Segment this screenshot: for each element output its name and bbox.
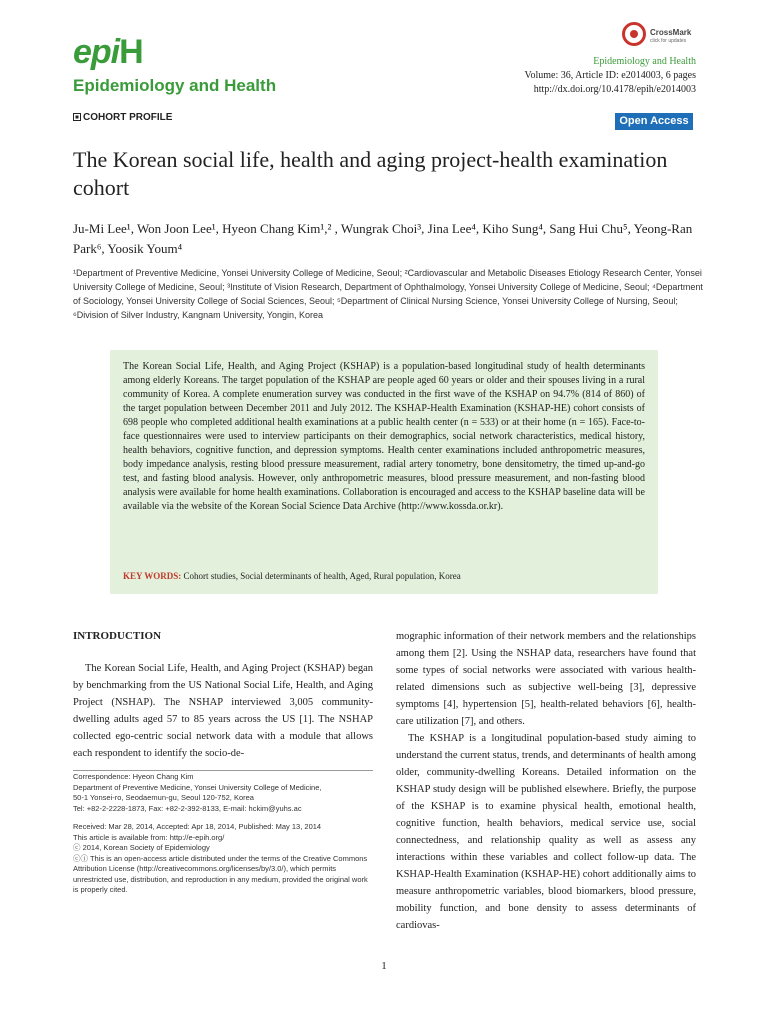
square-icon <box>73 113 81 121</box>
article-title: The Korean social life, health and aging project-health examination cohort <box>73 147 668 200</box>
article-dates: Received: Mar 28, 2014, Accepted: Apr 18, 2014, Published: May 13, 2014 <box>73 822 322 831</box>
corr-dept: Department of Preventive Medicine, Yonsei University College of Medicine, <box>73 782 322 792</box>
crossmark-badge[interactable] <box>622 22 697 52</box>
corr-contact: Tel: +82-2-2228-1873, Fax: +82-2-392-8133, E-mail: hckim@yuhs.ac <box>73 803 302 813</box>
license-text: ⓒⓘ This is an open-access article distributed under the terms of the Creative Commons Attribution License (http://creativecommons.org/licenses/by/3.0/), which permits unrestricted use, distribution, and reproduction in any medium, provided the original work is properly cited. <box>73 853 368 894</box>
journal-info <box>525 55 696 97</box>
corr-address: 50-1 Yonsei-ro, Seodaemun-gu, Seoul 120-752, Korea <box>73 793 254 802</box>
doi-link[interactable]: http://dx.doi.org/10.4178/epih/e2014003 <box>533 84 696 95</box>
corr-name: Correspondence: Hyeon Chang Kim <box>73 772 194 781</box>
column-right <box>396 628 696 934</box>
journal-logo[interactable] <box>73 33 143 72</box>
open-access-badge[interactable]: Open Access <box>615 113 693 130</box>
abstract-text: The Korean Social Life, Health, and Aging Project (KSHAP) is a population-based longitudinal study of health determinants among elderly Koreans. The target population of the KSHAP are people aged 60 years or older and their spouses living in a rural community of Korea. A complete enumeration survey was conducted in the first wave of the KSHAP on 94.7% (814 of 860) of the target population between December 2011 and July 2012. The KSHAP-Health Examination (KSHAP-HE) cohort consists of 698 people who completed additional health examinations at a public health center (n = 533) or at their home (n = 165). Face-to-face questionnaires were used to interview participants on their demographics, social network characteristics, medical history, health behaviors, cognitive function, and depression symptoms. Health center examinations included anthropometric measures, body impedance analysis, resting blood pressure measurement, radial artery tonometry, bone densitometry, the timed up-and-go test, and fasting blood analysis. However, only anthropometric measures, blood pressure measurement, and non-fasting blood analysis were available for home health examinations. Collaboration is encouraged and access to the KSHAP baseline data will be available via the website of the Korean Social Science Data Archive (http://www.kossda.or.kr). <box>123 361 645 512</box>
page-number: 1 <box>381 960 387 972</box>
author-list: Ju-Mi Lee¹, Won Joon Lee¹, Hyeon Chang Kim¹,² , Wungrak Choi³, Jina Lee⁴, Kiho Sung⁴, Sang Hui Chu⁵, Yeong-Ran Park⁶, Yoosik Youm⁴ <box>73 221 693 256</box>
abstract-box <box>110 350 658 594</box>
column-left <box>73 660 373 762</box>
crossmark-icon <box>622 22 646 46</box>
intro-paragraph-1: The Korean Social Life, Health, and Aging Project (KSHAP) began by benchmarking from the US National Social Life, Health, and Aging Project (NSHAP). The NSHAP interviewed 3,005 community-dwelling adults aged 57 to 85 years across the US [1]. The NSHAP collected ego-centric social network data with a module that allows each respondent to identify the socio-de- <box>73 663 373 759</box>
journal-name: Epidemiology and Health <box>593 56 696 67</box>
section-label <box>73 112 172 123</box>
footnote-divider <box>73 770 373 771</box>
section-label-text: COHORT PROFILE <box>83 112 173 123</box>
paragraph-continued: mographic information of their network members and the relationships among them [2]. Using the NSHAP data, researchers have found that some types of social networks were associated with various health-related dimensions such as subjective well-being [3], depressive symptoms [4], hypertension [5], health-related behaviors [6], health-care utilization [7], and others. <box>396 631 696 727</box>
intro-heading: INTRODUCTION <box>73 630 162 642</box>
availability: This article is available from: http://e-epih.org/ <box>73 832 225 842</box>
volume-line: Volume: 36, Article ID: e2014003, 6 pages <box>524 70 696 81</box>
crossmark-label: CrossMark <box>650 28 692 37</box>
affiliations: ¹Department of Preventive Medicine, Yonsei University College of Medicine, Seoul; ²Cardiovascular and Metabolic Diseases Etiology Research Center, Yonsei University College of Medicine, Seoul; ³Institute of Vision Research, Department of Ophthalmology, Yonsei University College of Medicine, Seoul; ⁴Department of Sociology, Yonsei University College of Social Sciences, Seoul; ⁵Department of Clinical Nursing Science, Yonsei University College of Nursing, Seoul; ⁶Division of Silver Industry, Kangnam University, Yongin, Korea <box>73 268 703 320</box>
correspondence-block <box>73 772 373 896</box>
logo-epi: epi <box>73 33 120 71</box>
keywords-text: Cohort studies, Social determinants of health, Aged, Rural population, Korea <box>183 571 461 581</box>
keywords <box>123 570 645 582</box>
logo-h: H <box>119 33 143 71</box>
crossmark-sub: click for updates <box>650 38 687 44</box>
paragraph-kshap: The KSHAP is a longitudinal population-based study aiming to understand the current status, trends, and determinants of health among older, community-dwelling Koreans. Detailed information on the KSHAP study design will be published elsewhere. Briefly, the purpose of the KSHAP is to examine physical health, emotional health, cognitive function, health behaviors, medical service use, social connectedness, and relationship quality as well as assess any interactions within these variables and collect follow-up data. The KSHAP-Health Examination (KSHAP-HE) cohort additionally aims to measure anthropometric variables, blood biomarkers, blood pressure, mobility function, and bone density to assess determinants of cardiovas- <box>396 733 696 931</box>
keywords-label: KEY WORDS: <box>123 571 182 581</box>
copyright: ⓒ 2014, Korean Society of Epidemiology <box>73 843 210 852</box>
journal-logo-subtitle: Epidemiology and Health <box>73 76 277 95</box>
